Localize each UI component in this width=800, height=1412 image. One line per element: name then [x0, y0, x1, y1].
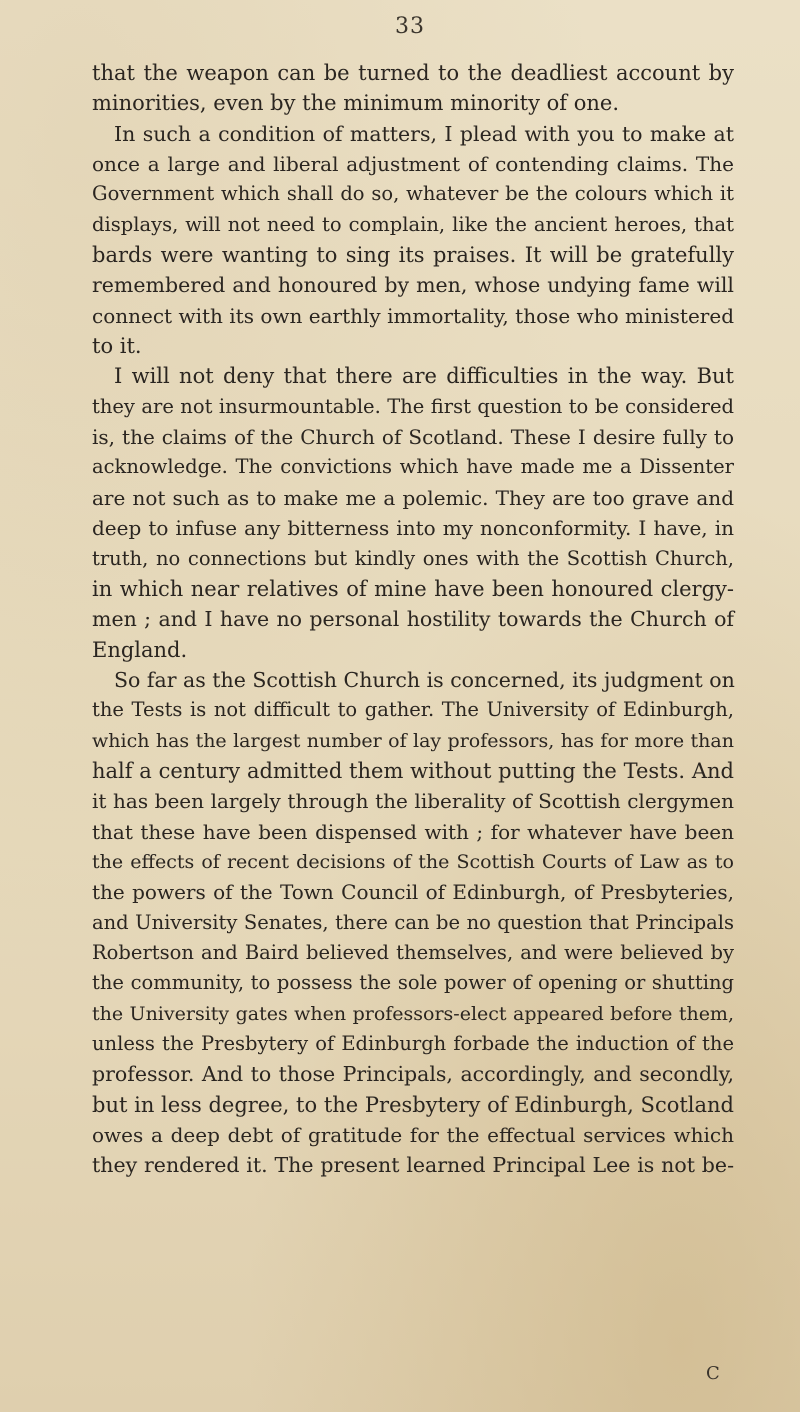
text-line: half a century admitted them without putting the Tests. And: [92, 758, 734, 783]
text-line: remembered and honoured by men, whose undying fame will: [92, 273, 734, 298]
text-line: the effects of recent decisions of the Scottish Courts of Law as to: [92, 850, 734, 873]
text-line: deep to infuse any bitterness into my nonconformity. I have, in: [92, 516, 734, 541]
text-line: minorities, even by the minimum minority of one.: [92, 91, 620, 116]
text-line: displays, will not need to complain, like the ancient heroes, that: [92, 212, 734, 236]
body-text: [92, 58, 734, 1181]
text-line: So far as the Scottish Church is concerned, its judgment on: [114, 667, 735, 692]
page-number: 33: [395, 14, 425, 39]
text-line: truth, no connections but kindly ones with the Scottish Church,: [92, 546, 734, 570]
signature-mark: C: [706, 1363, 720, 1384]
text-line: In such a condition of matters, I plead with you to make at: [114, 121, 734, 146]
text-line: that these have been dispensed with ; for whatever have been: [92, 819, 734, 844]
text-line: England.: [92, 637, 188, 662]
text-line: the Tests is not difficult to gather. The University of Edinburgh,: [92, 698, 734, 722]
text-line: once a large and liberal adjustment of contending claims. The: [92, 152, 734, 177]
text-line: they are not insurmountable. The first question to be considered: [92, 394, 734, 418]
text-line: owes a deep debt of gratitude for the effectual services which: [92, 1123, 734, 1148]
text-line: bards were wanting to sing its praises. It will be gratefully: [92, 243, 734, 268]
text-line: that the weapon can be turned to the deadliest account by: [92, 61, 734, 85]
text-line: acknowledge. The convictions which have made me a Dissenter: [92, 455, 734, 479]
text-line: the University gates when professors-elect appeared before them,: [92, 1002, 734, 1025]
text-line: it has been largely through the liberality of Scottish clergymen: [92, 789, 734, 814]
text-line: is, the claims of the Church of Scotland. These I desire fully to: [92, 425, 734, 450]
text-line: connect with its own earthly immortality, those who ministered: [92, 303, 734, 328]
text-line: they rendered it. The present learned Principal Lee is not be-: [92, 1153, 734, 1178]
text-line: are not such as to make me a polemic. They are too grave and: [92, 485, 734, 510]
text-line: men ; and I have no personal hostility towards the Church of: [92, 607, 734, 632]
text-line: unless the Presbytery of Edinburgh forbade the induction of the: [92, 1032, 734, 1055]
text-line: in which near relatives of mine have been honoured clergy-: [92, 576, 734, 601]
text-line: Government which shall do so, whatever be the colours which it: [92, 182, 734, 206]
text-line: I will not deny that there are difficulties in the way. But: [114, 364, 734, 389]
text-line: to it.: [92, 334, 142, 359]
text-line: but in less degree, to the Presbytery of Edinburgh, Scotland: [92, 1092, 734, 1117]
text-line: the community, to possess the sole power of opening or shutting: [92, 971, 734, 995]
text-line: Robertson and Baird believed themselves, and were believed by: [92, 940, 734, 964]
text-line: professor. And to those Principals, accordingly, and secondly,: [92, 1062, 734, 1087]
text-line: and University Senates, there can be no question that Principals: [92, 910, 734, 934]
text-line: which has the largest number of lay professors, has for more than: [92, 729, 734, 752]
text-line: the powers of the Town Council of Edinburgh, of Presbyteries,: [92, 880, 734, 905]
